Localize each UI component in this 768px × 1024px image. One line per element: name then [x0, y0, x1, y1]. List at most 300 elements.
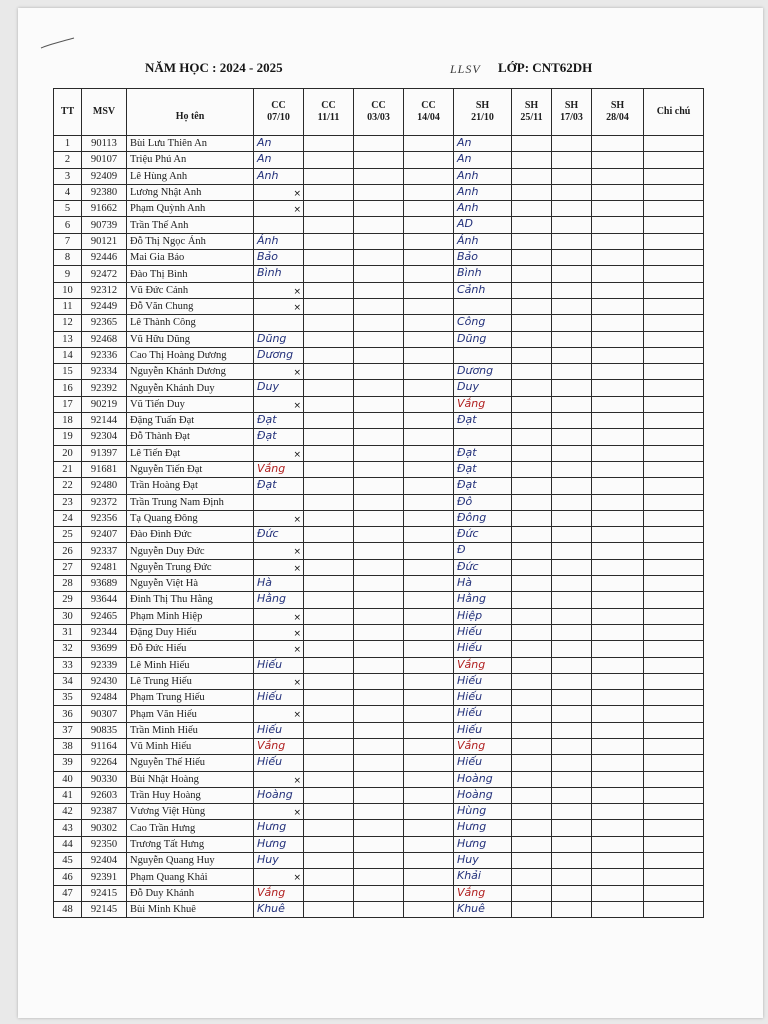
signature: Hiếu: [457, 673, 483, 687]
attendance-cell: [254, 559, 304, 575]
student-id: 93699: [82, 641, 127, 657]
attendance-cell: [354, 820, 404, 836]
signature: An: [257, 152, 272, 166]
attendance-cell: [592, 624, 644, 640]
attendance-cell: [304, 494, 354, 510]
signature: Khải: [457, 869, 481, 883]
student-number: 25: [54, 527, 82, 543]
attendance-cell: [404, 233, 454, 249]
attendance-cell: [592, 641, 644, 657]
attendance-cell: [404, 836, 454, 852]
signature: Ánh: [257, 233, 279, 247]
col-header-session: CC 11/11: [304, 89, 354, 136]
attendance-cell: [552, 478, 592, 494]
attendance-cell: [552, 396, 592, 412]
attendance-cell: [552, 592, 592, 608]
attendance-cell: [354, 901, 404, 917]
attendance-cell: [354, 217, 404, 233]
attendance-cell: [552, 168, 592, 184]
attendance-cell: [304, 461, 354, 477]
student-number: 9: [54, 266, 82, 282]
attendance-cell: [354, 298, 404, 314]
attendance-cell: [454, 364, 512, 380]
attendance-cell: [454, 853, 512, 869]
attendance-cell: [304, 364, 354, 380]
attendance-cell: [454, 461, 512, 477]
attendance-cell: [404, 771, 454, 787]
attendance-cell: [254, 706, 304, 722]
note-cell: [644, 853, 704, 869]
attendance-cell: [592, 804, 644, 820]
attendance-cell: [354, 233, 404, 249]
student-id: 92449: [82, 298, 127, 314]
attendance-cell: [354, 706, 404, 722]
attendance-cell: [552, 331, 592, 347]
attendance-cell: [254, 478, 304, 494]
note-cell: [644, 136, 704, 152]
attendance-cell: [454, 690, 512, 706]
attendance-cell: [454, 201, 512, 217]
student-number: 39: [54, 755, 82, 771]
student-id: 92481: [82, 559, 127, 575]
table-row: [54, 429, 704, 445]
attendance-cell: [354, 869, 404, 885]
note-cell: [644, 738, 704, 754]
attendance-cell: [254, 217, 304, 233]
attendance-cell: [254, 527, 304, 543]
attendance-cell: [254, 690, 304, 706]
signature: Đông: [457, 510, 487, 524]
table-row: [54, 510, 704, 526]
attendance-cell: [254, 771, 304, 787]
student-id: 92264: [82, 755, 127, 771]
student-id: 92312: [82, 282, 127, 298]
attendance-cell: [254, 869, 304, 885]
attendance-cell: [512, 527, 552, 543]
attendance-cell: [304, 853, 354, 869]
signature: Dũng: [257, 331, 287, 345]
student-id: 93644: [82, 592, 127, 608]
attendance-cell: [454, 250, 512, 266]
attendance-cell: [254, 820, 304, 836]
attendance-cell: [404, 461, 454, 477]
attendance-cell: [404, 478, 454, 494]
attendance-cell: [254, 657, 304, 673]
attendance-cell: [304, 624, 354, 640]
attendance-cell: [404, 901, 454, 917]
col-header-msv: MSV: [82, 89, 127, 136]
attendance-cell: [454, 608, 512, 624]
student-id: 92391: [82, 869, 127, 885]
subject-note: LLSV: [450, 62, 481, 76]
note-cell: [644, 755, 704, 771]
signature: Vắng: [257, 738, 286, 752]
student-name: Đào Đình Đức: [127, 527, 254, 543]
table-row: [54, 836, 704, 852]
note-cell: [644, 673, 704, 689]
attendance-cell: [512, 510, 552, 526]
student-number: 40: [54, 771, 82, 787]
absent-mark-icon: ×: [293, 205, 301, 216]
attendance-cell: [304, 233, 354, 249]
student-name: Vũ Tiến Duy: [127, 396, 254, 412]
student-number: 48: [54, 901, 82, 917]
attendance-cell: [354, 592, 404, 608]
attendance-cell: [552, 869, 592, 885]
student-name: Nguyễn Trung Đức: [127, 559, 254, 575]
signature: Anh: [457, 184, 479, 198]
student-name: Phạm Trung Hiếu: [127, 690, 254, 706]
table-row: [54, 217, 704, 233]
attendance-cell: [304, 885, 354, 901]
signature: Hà: [257, 576, 273, 590]
absent-mark-icon: ×: [293, 449, 301, 460]
attendance-cell: [404, 608, 454, 624]
signature: Đạt: [457, 461, 477, 475]
attendance-cell: [512, 201, 552, 217]
attendance-cell: [304, 722, 354, 738]
attendance-cell: [454, 787, 512, 803]
student-id: 90835: [82, 722, 127, 738]
signature: Hiếu: [257, 690, 283, 704]
attendance-cell: [592, 136, 644, 152]
absent-mark-icon: ×: [293, 563, 301, 574]
note-cell: [644, 184, 704, 200]
attendance-cell: [354, 396, 404, 412]
col-header-session: SH 25/11: [512, 89, 552, 136]
attendance-cell: [592, 901, 644, 917]
attendance-cell: [254, 168, 304, 184]
signature: Vắng: [457, 657, 486, 671]
attendance-cell: [404, 690, 454, 706]
attendance-cell: [404, 559, 454, 575]
note-cell: [644, 706, 704, 722]
table-row: [54, 152, 704, 168]
table-row: [54, 624, 704, 640]
signature: Đạt: [257, 413, 277, 427]
student-id: 92446: [82, 250, 127, 266]
attendance-cell: [254, 396, 304, 412]
signature: Khuê: [257, 901, 285, 915]
attendance-cell: [512, 657, 552, 673]
student-id: 92334: [82, 364, 127, 380]
note-cell: [644, 217, 704, 233]
student-name: Đặng Duy Hiếu: [127, 624, 254, 640]
signature: Đạt: [457, 445, 477, 459]
attendance-cell: [254, 494, 304, 510]
attendance-cell: [254, 315, 304, 331]
student-id: 92392: [82, 380, 127, 396]
student-id: 92407: [82, 527, 127, 543]
student-number: 21: [54, 461, 82, 477]
col-header-session: CC 14/04: [404, 89, 454, 136]
attendance-cell: [592, 396, 644, 412]
attendance-cell: [404, 217, 454, 233]
attendance-cell: [552, 250, 592, 266]
note-cell: [644, 233, 704, 249]
student-name: Lê Hùng Anh: [127, 168, 254, 184]
signature: Hiếu: [257, 657, 283, 671]
attendance-cell: [404, 706, 454, 722]
student-id: 92465: [82, 608, 127, 624]
attendance-cell: [304, 396, 354, 412]
student-number: 23: [54, 494, 82, 510]
student-id: 93689: [82, 576, 127, 592]
attendance-cell: [552, 657, 592, 673]
student-number: 46: [54, 869, 82, 885]
note-cell: [644, 608, 704, 624]
attendance-cell: [404, 445, 454, 461]
signature: Hưng: [257, 836, 287, 850]
student-id: 92468: [82, 331, 127, 347]
attendance-cell: [454, 869, 512, 885]
attendance-cell: [254, 755, 304, 771]
student-id: 92404: [82, 853, 127, 869]
attendance-cell: [304, 836, 354, 852]
student-number: 47: [54, 885, 82, 901]
table-row: [54, 576, 704, 592]
attendance-cell: [404, 184, 454, 200]
absent-mark-icon: ×: [293, 808, 301, 819]
attendance-cell: [454, 217, 512, 233]
note-cell: [644, 820, 704, 836]
table-row: [54, 136, 704, 152]
attendance-cell: [552, 429, 592, 445]
signature: Hiếu: [457, 755, 483, 769]
student-id: 92415: [82, 885, 127, 901]
attendance-cell: [552, 136, 592, 152]
attendance-cell: [592, 543, 644, 559]
attendance-cell: [454, 478, 512, 494]
student-number: 10: [54, 282, 82, 298]
attendance-cell: [512, 380, 552, 396]
absent-mark-icon: ×: [293, 400, 301, 411]
attendance-cell: [454, 152, 512, 168]
attendance-cell: [512, 413, 552, 429]
attendance-cell: [304, 380, 354, 396]
note-cell: [644, 168, 704, 184]
note-cell: [644, 201, 704, 217]
student-name: Nguyễn Quang Huy: [127, 853, 254, 869]
table-row: [54, 820, 704, 836]
student-name: Phạm Quỳnh Anh: [127, 201, 254, 217]
attendance-cell: [552, 722, 592, 738]
signature: An: [457, 152, 472, 166]
student-name: Trần Huy Hoàng: [127, 787, 254, 803]
table-header-row: [54, 89, 704, 136]
attendance-cell: [552, 804, 592, 820]
signature: Dương: [257, 347, 294, 361]
note-cell: [644, 787, 704, 803]
signature: Đạt: [257, 478, 277, 492]
absent-mark-icon: ×: [293, 286, 301, 297]
student-name: Phạm Minh Hiệp: [127, 608, 254, 624]
sheet-header: [18, 60, 763, 84]
attendance-cell: [404, 641, 454, 657]
attendance-cell: [552, 527, 592, 543]
student-name: Trần Thế Anh: [127, 217, 254, 233]
table-row: [54, 184, 704, 200]
note-cell: [644, 266, 704, 282]
student-number: 27: [54, 559, 82, 575]
student-name: Đỗ Thị Ngọc Ánh: [127, 233, 254, 249]
absent-mark-icon: ×: [293, 710, 301, 721]
attendance-cell: [304, 445, 354, 461]
signature: An: [457, 136, 472, 149]
student-id: 91662: [82, 201, 127, 217]
attendance-cell: [404, 510, 454, 526]
signature: Hiếu: [257, 755, 283, 769]
student-id: 91397: [82, 445, 127, 461]
student-id: 90302: [82, 820, 127, 836]
attendance-cell: [512, 624, 552, 640]
attendance-cell: [552, 315, 592, 331]
attendance-cell: [254, 787, 304, 803]
attendance-cell: [592, 755, 644, 771]
attendance-cell: [454, 820, 512, 836]
attendance-cell: [404, 869, 454, 885]
attendance-cell: [454, 396, 512, 412]
attendance-cell: [354, 624, 404, 640]
attendance-cell: [592, 869, 644, 885]
attendance-cell: [552, 641, 592, 657]
attendance-cell: [404, 722, 454, 738]
student-name: Lê Thành Công: [127, 315, 254, 331]
signature: Đức: [457, 527, 479, 541]
attendance-cell: [592, 380, 644, 396]
absent-mark-icon: ×: [293, 775, 301, 786]
absent-mark-icon: ×: [293, 628, 301, 639]
signature: Cảnh: [457, 282, 486, 296]
attendance-cell: [592, 771, 644, 787]
student-name: Đào Thị Bình: [127, 266, 254, 282]
signature: Hưng: [257, 820, 287, 834]
student-id: 90113: [82, 136, 127, 152]
attendance-cell: [304, 331, 354, 347]
student-name: Phạm Quang Khải: [127, 869, 254, 885]
attendance-cell: [552, 461, 592, 477]
attendance-cell: [592, 722, 644, 738]
note-cell: [644, 592, 704, 608]
attendance-cell: [354, 266, 404, 282]
attendance-cell: [512, 478, 552, 494]
absent-mark-icon: ×: [293, 368, 301, 379]
note-cell: [644, 771, 704, 787]
attendance-cell: [354, 136, 404, 152]
student-id: 92344: [82, 624, 127, 640]
signature: Hiếu: [457, 706, 483, 720]
student-number: 12: [54, 315, 82, 331]
student-name: Nguyễn Việt Hà: [127, 576, 254, 592]
table-row: [54, 673, 704, 689]
note-cell: [644, 559, 704, 575]
absent-mark-icon: ×: [293, 612, 301, 623]
attendance-cell: [454, 755, 512, 771]
attendance-cell: [404, 853, 454, 869]
student-name: Nguyễn Tiến Đạt: [127, 461, 254, 477]
attendance-cell: [454, 184, 512, 200]
attendance-cell: [354, 576, 404, 592]
table-row: [54, 282, 704, 298]
attendance-cell: [592, 168, 644, 184]
attendance-cell: [454, 738, 512, 754]
attendance-cell: [354, 250, 404, 266]
student-name: Đỗ Văn Chung: [127, 298, 254, 314]
student-name: Triệu Phú An: [127, 152, 254, 168]
attendance-cell: [354, 885, 404, 901]
attendance-cell: [354, 380, 404, 396]
attendance-cell: [354, 429, 404, 445]
student-number: 16: [54, 380, 82, 396]
attendance-cell: [254, 885, 304, 901]
student-id: 92472: [82, 266, 127, 282]
table-row: [54, 478, 704, 494]
attendance-cell: [404, 413, 454, 429]
attendance-cell: [354, 771, 404, 787]
student-number: 45: [54, 853, 82, 869]
attendance-cell: [354, 673, 404, 689]
attendance-cell: [512, 771, 552, 787]
attendance-cell: [512, 136, 552, 152]
attendance-cell: [304, 559, 354, 575]
student-name: Nguyễn Thế Hiếu: [127, 755, 254, 771]
signature: Bình: [257, 266, 282, 280]
attendance-cell: [254, 380, 304, 396]
attendance-cell: [254, 641, 304, 657]
student-name: Tạ Quang Đông: [127, 510, 254, 526]
attendance-cell: [254, 364, 304, 380]
note-cell: [644, 576, 704, 592]
attendance-cell: [354, 836, 404, 852]
attendance-cell: [354, 413, 404, 429]
student-id: 92304: [82, 429, 127, 445]
attendance-cell: [454, 722, 512, 738]
attendance-cell: [254, 722, 304, 738]
student-number: 44: [54, 836, 82, 852]
student-id: 90739: [82, 217, 127, 233]
table-row: [54, 690, 704, 706]
attendance-cell: [512, 738, 552, 754]
attendance-cell: [454, 706, 512, 722]
student-number: 30: [54, 608, 82, 624]
student-number: 22: [54, 478, 82, 494]
attendance-cell: [254, 298, 304, 314]
attendance-cell: [454, 266, 512, 282]
student-id: 92356: [82, 510, 127, 526]
attendance-cell: [592, 690, 644, 706]
table-row: [54, 869, 704, 885]
student-number: 13: [54, 331, 82, 347]
student-name: Trần Trung Nam Định: [127, 494, 254, 510]
note-cell: [644, 364, 704, 380]
student-id: 92337: [82, 543, 127, 559]
student-name: Nguyễn Khánh Duy: [127, 380, 254, 396]
attendance-cell: [592, 233, 644, 249]
student-name: Lê Tiến Đạt: [127, 445, 254, 461]
attendance-cell: [592, 738, 644, 754]
attendance-cell: [512, 885, 552, 901]
student-id: 92372: [82, 494, 127, 510]
attendance-cell: [592, 152, 644, 168]
note-cell: [644, 836, 704, 852]
attendance-cell: [254, 233, 304, 249]
attendance-cell: [404, 315, 454, 331]
student-number: 5: [54, 201, 82, 217]
attendance-cell: [592, 853, 644, 869]
student-name: Bùi Nhật Hoàng: [127, 771, 254, 787]
signature: Hưng: [457, 836, 487, 850]
signature: Vắng: [257, 885, 286, 899]
